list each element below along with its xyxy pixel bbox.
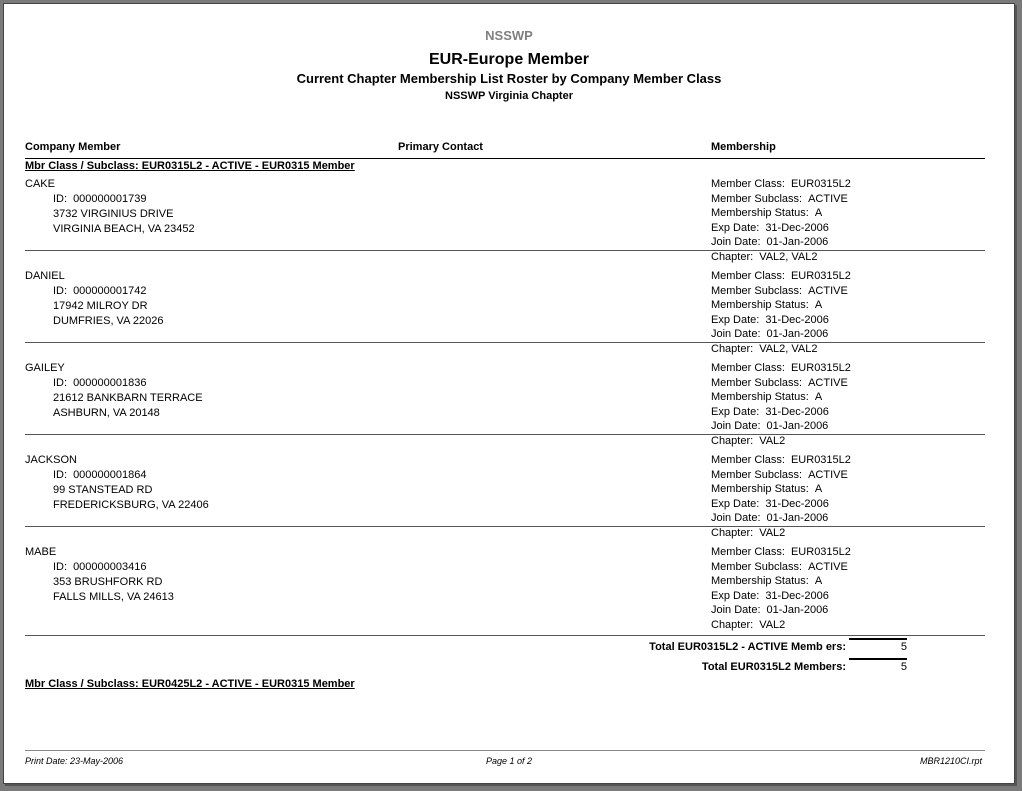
membership-join-date	[711, 512, 828, 524]
membership-label: Join Date:	[711, 512, 761, 525]
membership-value: 01-Jan-2006	[766, 604, 829, 617]
membership-member-subclass	[711, 469, 848, 481]
member-name: MABE	[25, 546, 57, 558]
member-id-label: ID:	[53, 561, 68, 573]
membership-label: Member Subclass:	[711, 376, 803, 389]
membership-value: ACTIVE	[808, 560, 848, 573]
membership-value: A	[814, 299, 823, 312]
membership-label: Member Subclass:	[711, 560, 803, 573]
membership-value: A	[814, 207, 823, 220]
member-record	[4, 342, 1014, 447]
membership-label: Membership Status:	[711, 391, 809, 404]
group-heading: Mbr Class / Subclass: EUR0315L2 - ACTIVE - EUR0315 Member	[25, 160, 355, 172]
membership-value: A	[814, 575, 823, 588]
membership-label: Join Date:	[711, 604, 761, 617]
membership-label: Member Subclass:	[711, 284, 803, 297]
membership-exp-date	[711, 314, 829, 326]
column-header-company-member: Company Member	[25, 141, 121, 153]
member-city: FREDERICKSBURG, VA 22406	[53, 499, 209, 511]
membership-label: Member Subclass:	[711, 192, 803, 205]
membership-chapter	[711, 619, 785, 631]
member-id-label: ID:	[53, 377, 68, 389]
report-title: EUR-Europe Member	[428, 51, 590, 68]
member-divider	[25, 342, 985, 343]
membership-member-subclass	[711, 561, 848, 573]
member-city: FALLS MILLS, VA 24613	[53, 591, 174, 603]
footer-page-number: Page 1 of 2	[485, 756, 533, 766]
membership-value: ACTIVE	[808, 192, 848, 205]
membership-member-subclass	[711, 285, 848, 297]
membership-label: Chapter:	[711, 619, 754, 631]
member-id-value: 000000001742	[73, 285, 147, 297]
membership-label: Membership Status:	[711, 207, 809, 220]
membership-join-date	[711, 328, 828, 340]
membership-value: 31-Dec-2006	[765, 405, 829, 418]
total-class-value: 5	[900, 661, 907, 673]
membership-membership-status	[711, 483, 822, 495]
membership-label: Join Date:	[711, 420, 761, 433]
column-header-membership: Membership	[711, 141, 776, 153]
membership-value: EUR0315L2	[790, 454, 851, 466]
membership-value: EUR0315L2	[790, 178, 851, 190]
member-id	[53, 377, 146, 389]
membership-value: 01-Jan-2006	[766, 236, 829, 249]
member-id-label: ID:	[53, 469, 68, 481]
membership-value: 31-Dec-2006	[765, 497, 829, 510]
member-name: JACKSON	[25, 454, 77, 466]
member-city: ASHBURN, VA 20148	[53, 407, 160, 419]
member-street: 17942 MILROY DR	[53, 300, 148, 312]
membership-label: Exp Date:	[711, 221, 760, 234]
member-id-value: 000000001739	[73, 193, 147, 205]
membership-label: Exp Date:	[711, 497, 760, 510]
membership-value: ACTIVE	[808, 376, 848, 389]
membership-label: Chapter:	[711, 343, 754, 355]
footer-report-file: MBR1210CI.rpt	[919, 756, 982, 766]
membership-value: EUR0315L2	[790, 270, 851, 282]
group-total-divider	[25, 635, 985, 636]
member-street: 3732 VIRGINIUS DRIVE	[53, 208, 174, 220]
membership-exp-date	[711, 406, 829, 418]
membership-label: Membership Status:	[711, 299, 809, 312]
membership-label: Chapter:	[711, 251, 754, 263]
membership-label: Chapter:	[711, 527, 754, 539]
membership-value: 31-Dec-2006	[765, 589, 829, 602]
member-id	[53, 285, 146, 297]
member-record	[4, 250, 1014, 355]
membership-value: 31-Dec-2006	[765, 313, 829, 326]
membership-label: Chapter:	[711, 435, 754, 447]
member-id-value: 000000001864	[73, 469, 147, 481]
report-page	[3, 3, 1015, 784]
membership-membership-status	[711, 207, 822, 219]
member-id-label: ID:	[53, 285, 68, 297]
membership-value: 01-Jan-2006	[766, 512, 829, 525]
membership-value: VAL2	[759, 435, 786, 447]
membership-member-class	[711, 546, 851, 558]
total-class-label: Total EUR0315L2 Members:	[701, 661, 846, 673]
footer-print-date: Print Date: 23-May-2006	[25, 756, 124, 766]
member-record	[4, 158, 1014, 263]
membership-label: Join Date:	[711, 236, 761, 249]
footer-divider	[25, 750, 985, 751]
membership-label: Member Class:	[711, 454, 785, 466]
membership-join-date	[711, 604, 828, 616]
membership-member-class	[711, 362, 851, 374]
membership-member-subclass	[711, 377, 848, 389]
membership-label: Member Class:	[711, 546, 785, 558]
member-city: VIRGINIA BEACH, VA 23452	[53, 223, 195, 235]
membership-label: Member Subclass:	[711, 468, 803, 481]
member-divider	[25, 526, 985, 527]
member-name: GAILEY	[25, 362, 65, 374]
membership-label: Exp Date:	[711, 589, 760, 602]
group-heading-next: Mbr Class / Subclass: EUR0425L2 - ACTIVE - EUR0315 Member	[25, 678, 355, 690]
member-id-label: ID:	[53, 193, 68, 205]
membership-label: Member Class:	[711, 178, 785, 190]
member-name: DANIEL	[25, 270, 65, 282]
membership-value: ACTIVE	[808, 284, 848, 297]
membership-value: VAL2	[759, 527, 786, 539]
membership-label: Exp Date:	[711, 313, 760, 326]
membership-label: Member Class:	[711, 362, 785, 374]
membership-membership-status	[711, 299, 822, 311]
membership-value: 31-Dec-2006	[765, 221, 829, 234]
membership-membership-status	[711, 575, 822, 587]
membership-value: A	[814, 483, 823, 496]
membership-label: Join Date:	[711, 328, 761, 341]
report-chapter: NSSWP Virginia Chapter	[445, 90, 573, 102]
member-city: DUMFRIES, VA 22026	[53, 315, 164, 327]
membership-exp-date	[711, 590, 829, 602]
total-subclass-rule	[849, 638, 907, 640]
membership-member-class	[711, 454, 851, 466]
membership-label: Membership Status:	[711, 483, 809, 496]
report-org: NSSWP	[485, 28, 533, 43]
member-record	[4, 526, 1014, 631]
membership-value: EUR0315L2	[790, 546, 851, 558]
membership-membership-status	[711, 391, 822, 403]
membership-member-class	[711, 270, 851, 282]
membership-label: Exp Date:	[711, 405, 760, 418]
member-id-value: 000000003416	[73, 561, 147, 573]
member-street: 353 BRUSHFORK RD	[53, 576, 163, 588]
membership-label: Member Class:	[711, 270, 785, 282]
membership-member-subclass	[711, 193, 848, 205]
membership-member-class	[711, 178, 851, 190]
membership-join-date	[711, 236, 828, 248]
member-id	[53, 469, 146, 481]
membership-value: VAL2, VAL2	[759, 343, 818, 355]
membership-value: 01-Jan-2006	[766, 420, 829, 433]
total-subclass-label: Total EUR0315L2 - ACTIVE Memb ers:	[649, 641, 846, 653]
member-id	[53, 193, 146, 205]
membership-exp-date	[711, 498, 829, 510]
report-subtitle: Current Chapter Membership List Roster by Company Member Class	[296, 71, 722, 86]
member-id-value: 000000001836	[73, 377, 147, 389]
member-name: CAKE	[25, 178, 55, 190]
membership-join-date	[711, 420, 828, 432]
member-divider	[25, 434, 985, 435]
member-record	[4, 434, 1014, 539]
member-id	[53, 561, 146, 573]
membership-value: ACTIVE	[808, 468, 848, 481]
membership-value: A	[814, 391, 823, 404]
membership-value: 01-Jan-2006	[766, 328, 829, 341]
membership-value: EUR0315L2	[790, 362, 851, 374]
column-header-primary-contact: Primary Contact	[398, 141, 483, 153]
membership-label: Membership Status:	[711, 575, 809, 588]
member-divider	[25, 250, 985, 251]
membership-exp-date	[711, 222, 829, 234]
total-class-rule	[849, 658, 907, 660]
membership-value: VAL2	[759, 619, 786, 631]
membership-value: VAL2, VAL2	[759, 251, 818, 263]
member-street: 21612 BANKBARN TERRACE	[53, 392, 203, 404]
total-subclass-value: 5	[900, 641, 907, 653]
member-street: 99 STANSTEAD RD	[53, 484, 153, 496]
